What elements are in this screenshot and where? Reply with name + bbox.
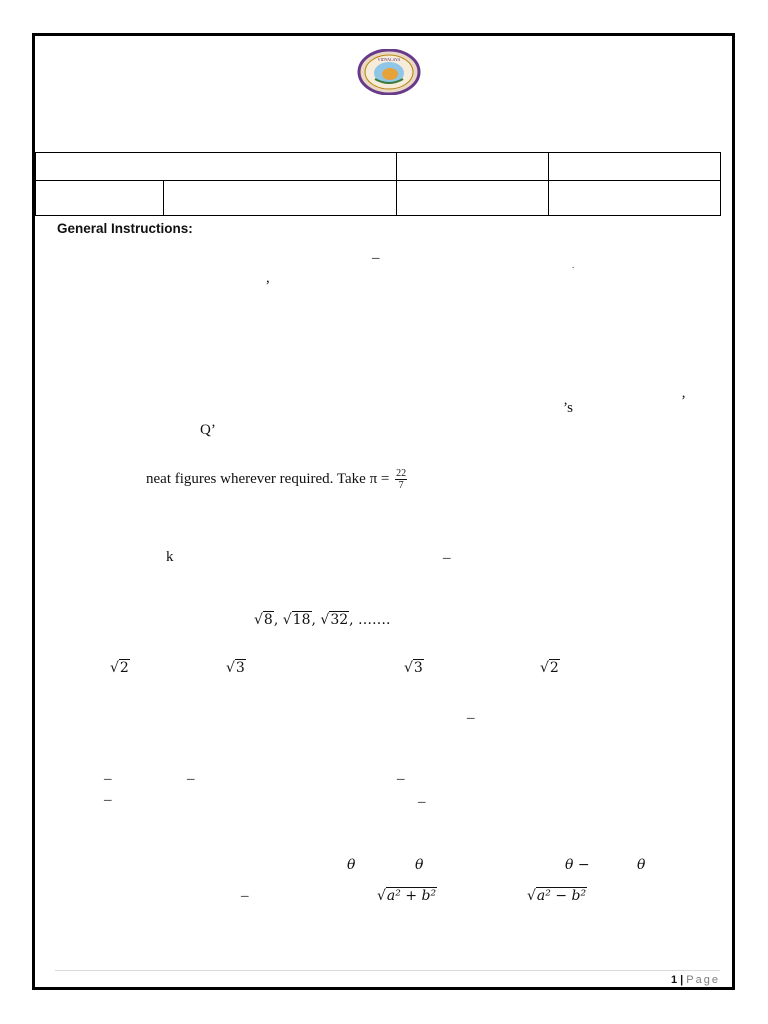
- instructions-title: General Instructions:: [57, 221, 193, 236]
- header-cell: [36, 181, 164, 216]
- question-k: k: [166, 549, 174, 565]
- header-cell: [164, 181, 397, 216]
- header-cell: [36, 153, 397, 181]
- option-dash: –: [104, 792, 112, 808]
- page-footer: [671, 974, 720, 986]
- pi-fraction: [395, 468, 407, 491]
- instruction-comma: ,: [266, 270, 270, 286]
- radical-difference: √a² − b²: [527, 888, 587, 904]
- option-a: √2: [110, 660, 129, 676]
- sqrt-value: 32: [330, 612, 349, 628]
- option-dash: –: [104, 771, 112, 787]
- instruction-apos-s: ’s: [563, 400, 574, 416]
- option-dash: –: [397, 771, 405, 787]
- instruction-dash: –: [372, 250, 380, 266]
- footer-divider: [55, 970, 720, 971]
- page-separator: |: [680, 974, 684, 986]
- header-cell: [549, 181, 721, 216]
- instruction-pi: [146, 468, 407, 491]
- header-cell: [549, 153, 721, 181]
- pi-numerator: 22: [396, 468, 407, 479]
- theta-symbol: θ: [637, 857, 646, 873]
- option-d: √2: [540, 660, 559, 676]
- radical-difference-value: a² − b²: [536, 888, 587, 904]
- instruction-pi-text: neat figures wherever required. Take π =: [146, 470, 390, 487]
- option-b: √3: [226, 660, 245, 676]
- theta-symbol: θ: [347, 857, 356, 873]
- instruction-comma: ’: [681, 393, 686, 409]
- sqrt-value: 18: [292, 612, 311, 628]
- header-info-table: [35, 152, 721, 216]
- option-a-value: 2: [119, 660, 129, 676]
- pi-denominator: 7: [398, 480, 404, 491]
- option-d-value: 2: [549, 660, 559, 676]
- option-c: √3: [404, 660, 423, 676]
- option-b-value: 3: [235, 660, 245, 676]
- radical-sum: √a² + b²: [377, 888, 437, 904]
- theta-symbol: θ: [415, 857, 424, 873]
- instruction-q: Q’: [200, 422, 216, 438]
- question-dash: –: [467, 710, 475, 726]
- theta-symbol: θ −: [565, 857, 590, 873]
- question-dash: –: [443, 550, 451, 566]
- instruction-dot: .: [572, 260, 575, 270]
- page-word: Page: [686, 974, 720, 986]
- option-c-value: 3: [413, 660, 423, 676]
- header-cell: [397, 153, 549, 181]
- option-dash: –: [241, 888, 249, 904]
- page-number: 1: [670, 974, 678, 986]
- sqrt-value: 8: [263, 612, 273, 628]
- radical-sum-value: a² + b²: [386, 888, 437, 904]
- svg-text:VIDYALAYA: VIDYALAYA: [377, 57, 401, 62]
- school-emblem-icon: [357, 49, 421, 95]
- header-cell: [397, 181, 549, 216]
- option-dash: –: [187, 771, 195, 787]
- question-series: √8, √18, √32, …….: [254, 612, 391, 628]
- option-dash: –: [418, 794, 426, 810]
